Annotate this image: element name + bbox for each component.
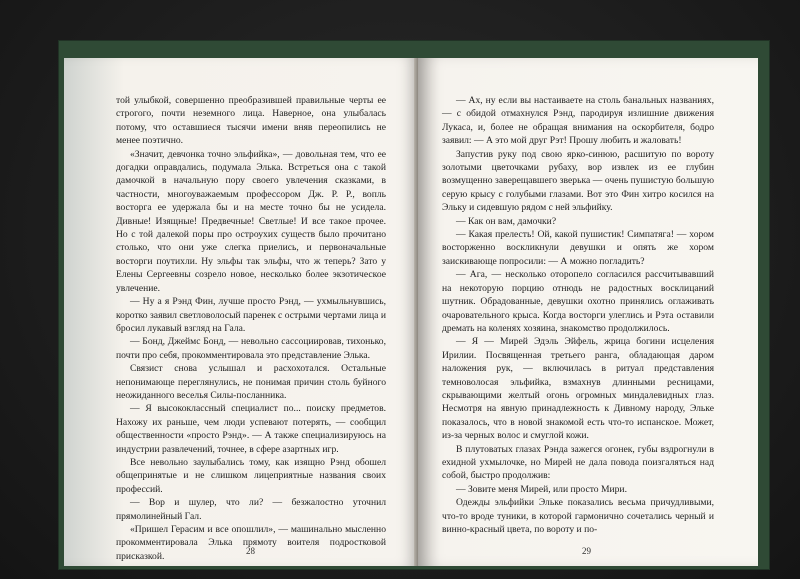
paragraph: — Ах, ну если вы настаиваете на столь банальных названиях, — с обидой отмахнулся Рэнд, пародируя излишние движения Лукаса, и, более не обращая внимания на оскорбителя, бодро заявил: — А это мой друг Рэт! Прошу любить и жаловать!	[442, 95, 714, 147]
paragraph: — Я — Мирей Эдэль Эйфель, жрица богини исцеления Ирилии. Посвященная третьего ранга, обладающая даром наложения рук, — включилась в ритуал представления темноволосая эльфийка, взмахнув длинными ресницами, скрывающими желтый огонь огромных миндалевидных глаз. Несмотря на явную принадлежность к Дивному народу, Эльке показалось, что в новой знакомой есть что-то испанское. Может, из-за черных волос и смуглой кожи.	[442, 336, 714, 442]
page-number-right: 29	[582, 546, 591, 556]
right-page-text	[442, 94, 714, 536]
paragraph: той улыбкой, совершенно преобразившей правильные черты ее строгого, почти неземного лица. Наверное, она улыбалась потому, что оставшиеся тысячи имени вняв переопились не менее поэтично.	[116, 95, 386, 147]
paragraph: Все невольно заулыбались тому, как изящно Рэнд обошел общепринятые и не слишком лицеприятные названия своих профессий.	[116, 456, 386, 495]
paragraph: — Бонд, Джеймс Бонд, — невольно сассоциировав, тихонько, почти про себя, прокомментировала это представление Элька.	[116, 336, 386, 361]
paragraph: — Ну а я Рэнд Фин, лучше просто Рэнд, — ухмыльнувшись, коротко заявил светловолосый паренек с острыми чертами лица и бросил лукавый взгляд на Гала.	[116, 296, 386, 334]
left-page-text	[116, 94, 386, 563]
paragraph: «Пришел Герасим и все опошлил», — машинально мысленно прокомментировала Элька прямоту воителя подростковой присказкой.	[116, 524, 386, 562]
paragraph: В плутоватых глазах Рэнда зажегся огонек, губы вздрогнули в ехидной ухмылочке, но Мирей не дала повода поизгаляться над собой, быстро продолжив:	[442, 443, 714, 482]
left-page	[64, 58, 418, 566]
paragraph: Одежды эльфийки Эльке показались весьма причудливыми, что-то вроде туники, в которой гармонично сочетались черный и винно-красный цвета, по вороту и по-	[442, 497, 714, 535]
paragraph: Связист снова услышал и расхохотался. Остальные непонимающе переглянулись, не понимая причин столь буйного неожиданного веселья Силы-посланника.	[116, 363, 386, 401]
paragraph: «Значит, девчонка точно эльфийка», — довольная тем, что ее догадки оправдались, подумала Элька. Встреться она с такой дамочкой в начальную пору своего увлечения сказками, в частности, многоуважаемым профессором Дж. Р. Р., вопль восторга ее удержала бы и на месте точно бы не усидела. Дивные! Изящные! Предвечные! Светлые! И все такое прочее. Но с той далекой поры про остроухих существ было прочитано столько, что они уже слегка приелись, и первоначальные восторги поутихли. Ну эльфы так эльфы, что ж теперь? Зато у Елены Сергеевны созрело новое, несколько более экзотическое увлечение.	[116, 148, 386, 294]
paragraph: — Ага, — несколько оторопело согласился рассчитывавший на некоторую порцию отнюдь не радостных восклицаний шутник. Обрадованные, девушки охотно принялись оглаживать очаровательного крыса. Когда восторги улеглись и Рэта оставили дремать на коленях хозяина, знакомство продолжилось.	[442, 269, 714, 334]
paragraph: — Как он вам, дамочки?	[456, 215, 557, 227]
paragraph: — Какая прелесть! Ой, какой пушистик! Симпатяга! — хором восторженно воскликнули девушки и опять же хором заискивающе попросили: — А можно погладить?	[442, 229, 714, 267]
right-page	[418, 58, 758, 566]
paragraph: — Я высококлассный специалист по... поиску предметов. Нахожу их раньше, чем люди успевают потерять, — сообщил общественности «просто Рэнд». — А также специализируюсь на индустрии развлечений, точнее, в сфере азартных игр.	[116, 403, 386, 455]
page-number-left: 28	[246, 546, 255, 556]
paragraph: — Зовите меня Мирей, или просто Мири.	[456, 483, 627, 495]
paragraph: Запустив руку под свою ярко-синюю, расшитую по вороту золотыми цветочками рубаху, вор извлек из ее глубин возмущенно заверещавшего зверька — очень пушистую большую серую крысу с голубыми глазами. Вот это Фин хитро косился на Эльку и сидевшую рядом с ней эльфийку.	[442, 148, 714, 214]
paragraph: — Вор и шулер, что ли? — безжалостно уточнил прямолинейный Гал.	[116, 497, 386, 522]
